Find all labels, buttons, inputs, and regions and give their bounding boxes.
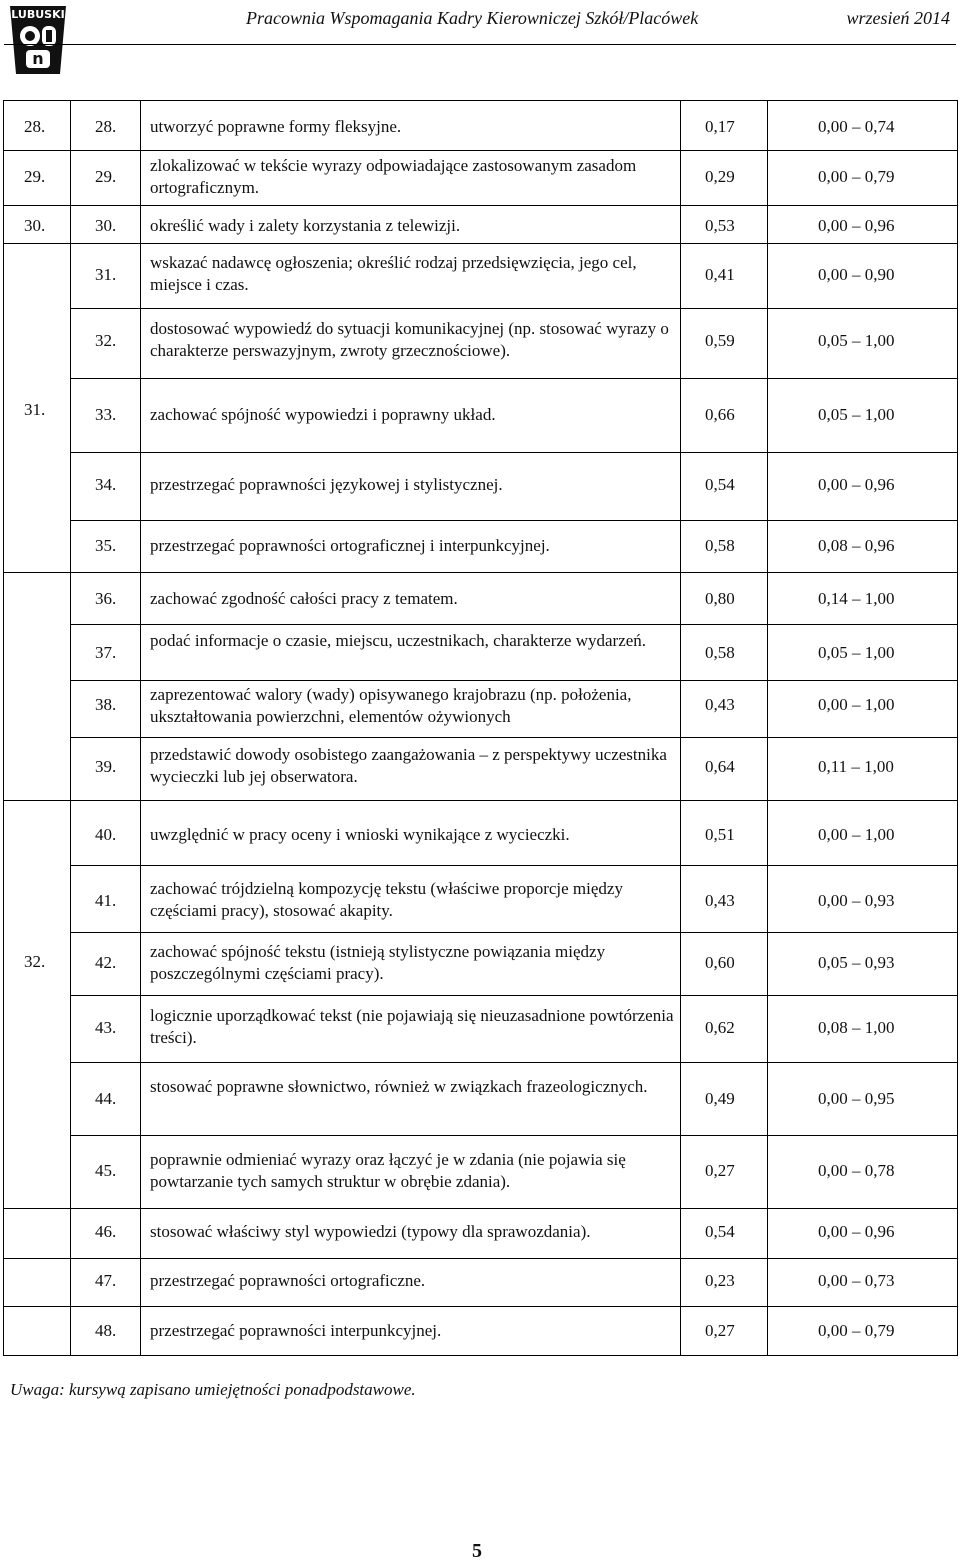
item-number: 37. [95,643,117,662]
row-divider [70,308,958,309]
header-title: Pracownia Wspomagania Kadry Kierowniczej Szkół/Placówek [246,8,699,28]
skill-text: dostosować wypowiedź do sytuacji komunikacyjnej (np. stosować wyrazy o charakterze perswazyjnym, zwroty grzecznościowe). [150,319,669,360]
row-divider [70,378,958,379]
row-divider [3,205,958,206]
row-divider [3,800,958,801]
solvability: 0,59 [705,331,735,350]
range: 0,08 – 1,00 [818,1018,895,1037]
solvability: 0,54 [705,1222,735,1241]
group-number: 30. [24,216,46,235]
range: 0,05 – 1,00 [818,405,895,424]
skill-text: przestrzegać poprawności ortograficzne. [150,1271,426,1290]
group-number: 28. [24,117,46,136]
item-number: 30. [95,216,117,235]
skill-text: przestrzegać poprawności interpunkcyjnej. [150,1321,442,1340]
solvability: 0,60 [705,953,735,972]
range: 0,05 – 1,00 [818,643,895,662]
skill-text: wskazać nadawcę ogłoszenia; określić rodzaj przedsięwzięcia, jego cel, miejsce i czas. [150,253,637,294]
solvability: 0,58 [705,536,735,555]
range: 0,14 – 1,00 [818,589,895,608]
item-number: 29. [95,167,117,186]
row-divider [70,737,958,738]
solvability: 0,41 [705,265,735,284]
solvability: 0,43 [705,891,735,910]
range: 0,00 – 0,78 [818,1161,895,1180]
range: 0,00 – 1,00 [818,825,895,844]
skill-text: zlokalizować w tekście wyrazy odpowiadające zastosowanym zasadom ortograficznym. [150,156,637,197]
item-number: 33. [95,405,117,424]
solvability: 0,53 [705,216,735,235]
skill-text: zaprezentować walory (wady) opisywanego krajobrazu (np. położenia, ukształtowania powierzchni, elementów ożywionych [150,685,632,726]
footnote: Uwaga: kursywą zapisano umiejętności ponadpodstawowe. [10,1380,416,1399]
item-number: 46. [95,1222,117,1241]
svg-text:LUBUSKI: LUBUSKI [11,8,65,21]
skill-text: podać informacje o czasie, miejscu, uczestnikach, charakterze wydarzeń. [150,631,647,650]
solvability: 0,29 [705,167,735,186]
row-divider [3,243,958,244]
group-label: 31. [24,400,46,419]
svg-text:n: n [32,49,44,68]
item-number: 40. [95,825,117,844]
item-number: 41. [95,891,117,910]
row-divider [70,865,958,866]
range: 0,00 – 0,95 [818,1089,895,1108]
solvability: 0,80 [705,589,735,608]
range: 0,00 – 0,96 [818,216,895,235]
skill-text: zachować spójność wypowiedzi i poprawny układ. [150,405,496,424]
item-number: 48. [95,1321,117,1340]
item-number: 34. [95,475,117,494]
range: 0,00 – 0,74 [818,117,895,136]
skill-text: poprawnie odmieniać wyrazy oraz łączyć je w zdania (nie pojawia się powtarzanie tych samych struktur w obrębie zdania). [150,1150,626,1191]
page-number: 5 [472,1540,482,1562]
range: 0,00 – 0,73 [818,1271,895,1290]
range: 0,00 – 0,79 [818,1321,895,1340]
solvability: 0,27 [705,1161,735,1180]
item-number: 47. [95,1271,117,1290]
row-divider [70,680,958,681]
skill-text: zachować spójność tekstu (istnieją stylistyczne powiązania między poszczególnymi częściami pracy). [150,942,606,983]
group-label: 32. [24,952,46,971]
range: 0,00 – 0,96 [818,1222,895,1241]
range: 0,05 – 0,93 [818,953,895,972]
solvability: 0,66 [705,405,735,424]
skill-text: stosować poprawne słownictwo, również w związkach frazeologicznych. [150,1077,648,1096]
row-divider [70,932,958,933]
item-number: 39. [95,757,117,776]
item-number: 43. [95,1018,117,1037]
skill-text: przestrzegać poprawności ortograficznej i interpunkcyjnej. [150,536,550,555]
item-number: 35. [95,536,117,555]
solvability: 0,58 [705,643,735,662]
item-number: 28. [95,117,117,136]
row-divider [3,150,958,151]
solvability: 0,27 [705,1321,735,1340]
range: 0,00 – 0,90 [818,265,895,284]
row-divider [3,1306,958,1307]
item-number: 31. [95,265,117,284]
header-divider [4,44,956,45]
item-number: 44. [95,1089,117,1108]
solvability: 0,49 [705,1089,735,1108]
solvability: 0,62 [705,1018,735,1037]
range: 0,00 – 0,93 [818,891,895,910]
col-divider-1 [70,100,71,1356]
skill-text: zachować zgodność całości pracy z tematem. [150,589,458,608]
skill-text: utworzyć poprawne formy fleksyjne. [150,117,402,136]
solvability: 0,64 [705,757,735,776]
row-divider [3,572,958,573]
skill-text: logicznie uporządkować tekst (nie pojawiają się nieuzasadnione powtórzenia treści). [150,1006,674,1047]
item-number: 32. [95,331,117,350]
item-number: 42. [95,953,117,972]
solvability: 0,23 [705,1271,735,1290]
skill-text: stosować właściwy styl wypowiedzi (typowy dla sprawozdania). [150,1222,591,1241]
item-number: 38. [95,695,117,714]
range: 0,11 – 1,00 [818,757,894,776]
row-divider [70,995,958,996]
solvability: 0,51 [705,825,735,844]
group-number: 29. [24,167,46,186]
row-divider [70,520,958,521]
header-date: wrzesień 2014 [846,8,950,28]
item-number: 45. [95,1161,117,1180]
skill-text: zachować trójdzielną kompozycję tekstu (właściwe proporcje między częściami pracy), stosować akapity. [150,879,623,920]
solvability: 0,54 [705,475,735,494]
solvability: 0,43 [705,695,735,714]
col-divider-2 [140,100,141,1356]
range: 0,00 – 0,96 [818,475,895,494]
col-divider-4 [767,100,768,1356]
range: 0,00 – 1,00 [818,695,895,714]
skill-text: uwzględnić w pracy oceny i wnioski wynikające z wycieczki. [150,825,570,844]
row-divider [70,452,958,453]
row-divider [3,1258,958,1259]
range: 0,08 – 0,96 [818,536,895,555]
col-divider-3 [680,100,681,1356]
solvability: 0,17 [705,117,735,136]
row-divider [70,624,958,625]
skill-text: przedstawić dowody osobistego zaangażowania – z perspektywy uczestnika wycieczki lub jej obserwatora. [150,745,667,786]
row-divider [70,1062,958,1063]
skill-text: określić wady i zalety korzystania z telewizji. [150,216,461,235]
skill-text: przestrzegać poprawności językowej i stylistycznej. [150,475,503,494]
range: 0,05 – 1,00 [818,331,895,350]
item-number: 36. [95,589,117,608]
lubuski-logo [6,4,70,76]
row-divider [3,1208,958,1209]
range: 0,00 – 0,79 [818,167,895,186]
row-divider [70,1135,958,1136]
